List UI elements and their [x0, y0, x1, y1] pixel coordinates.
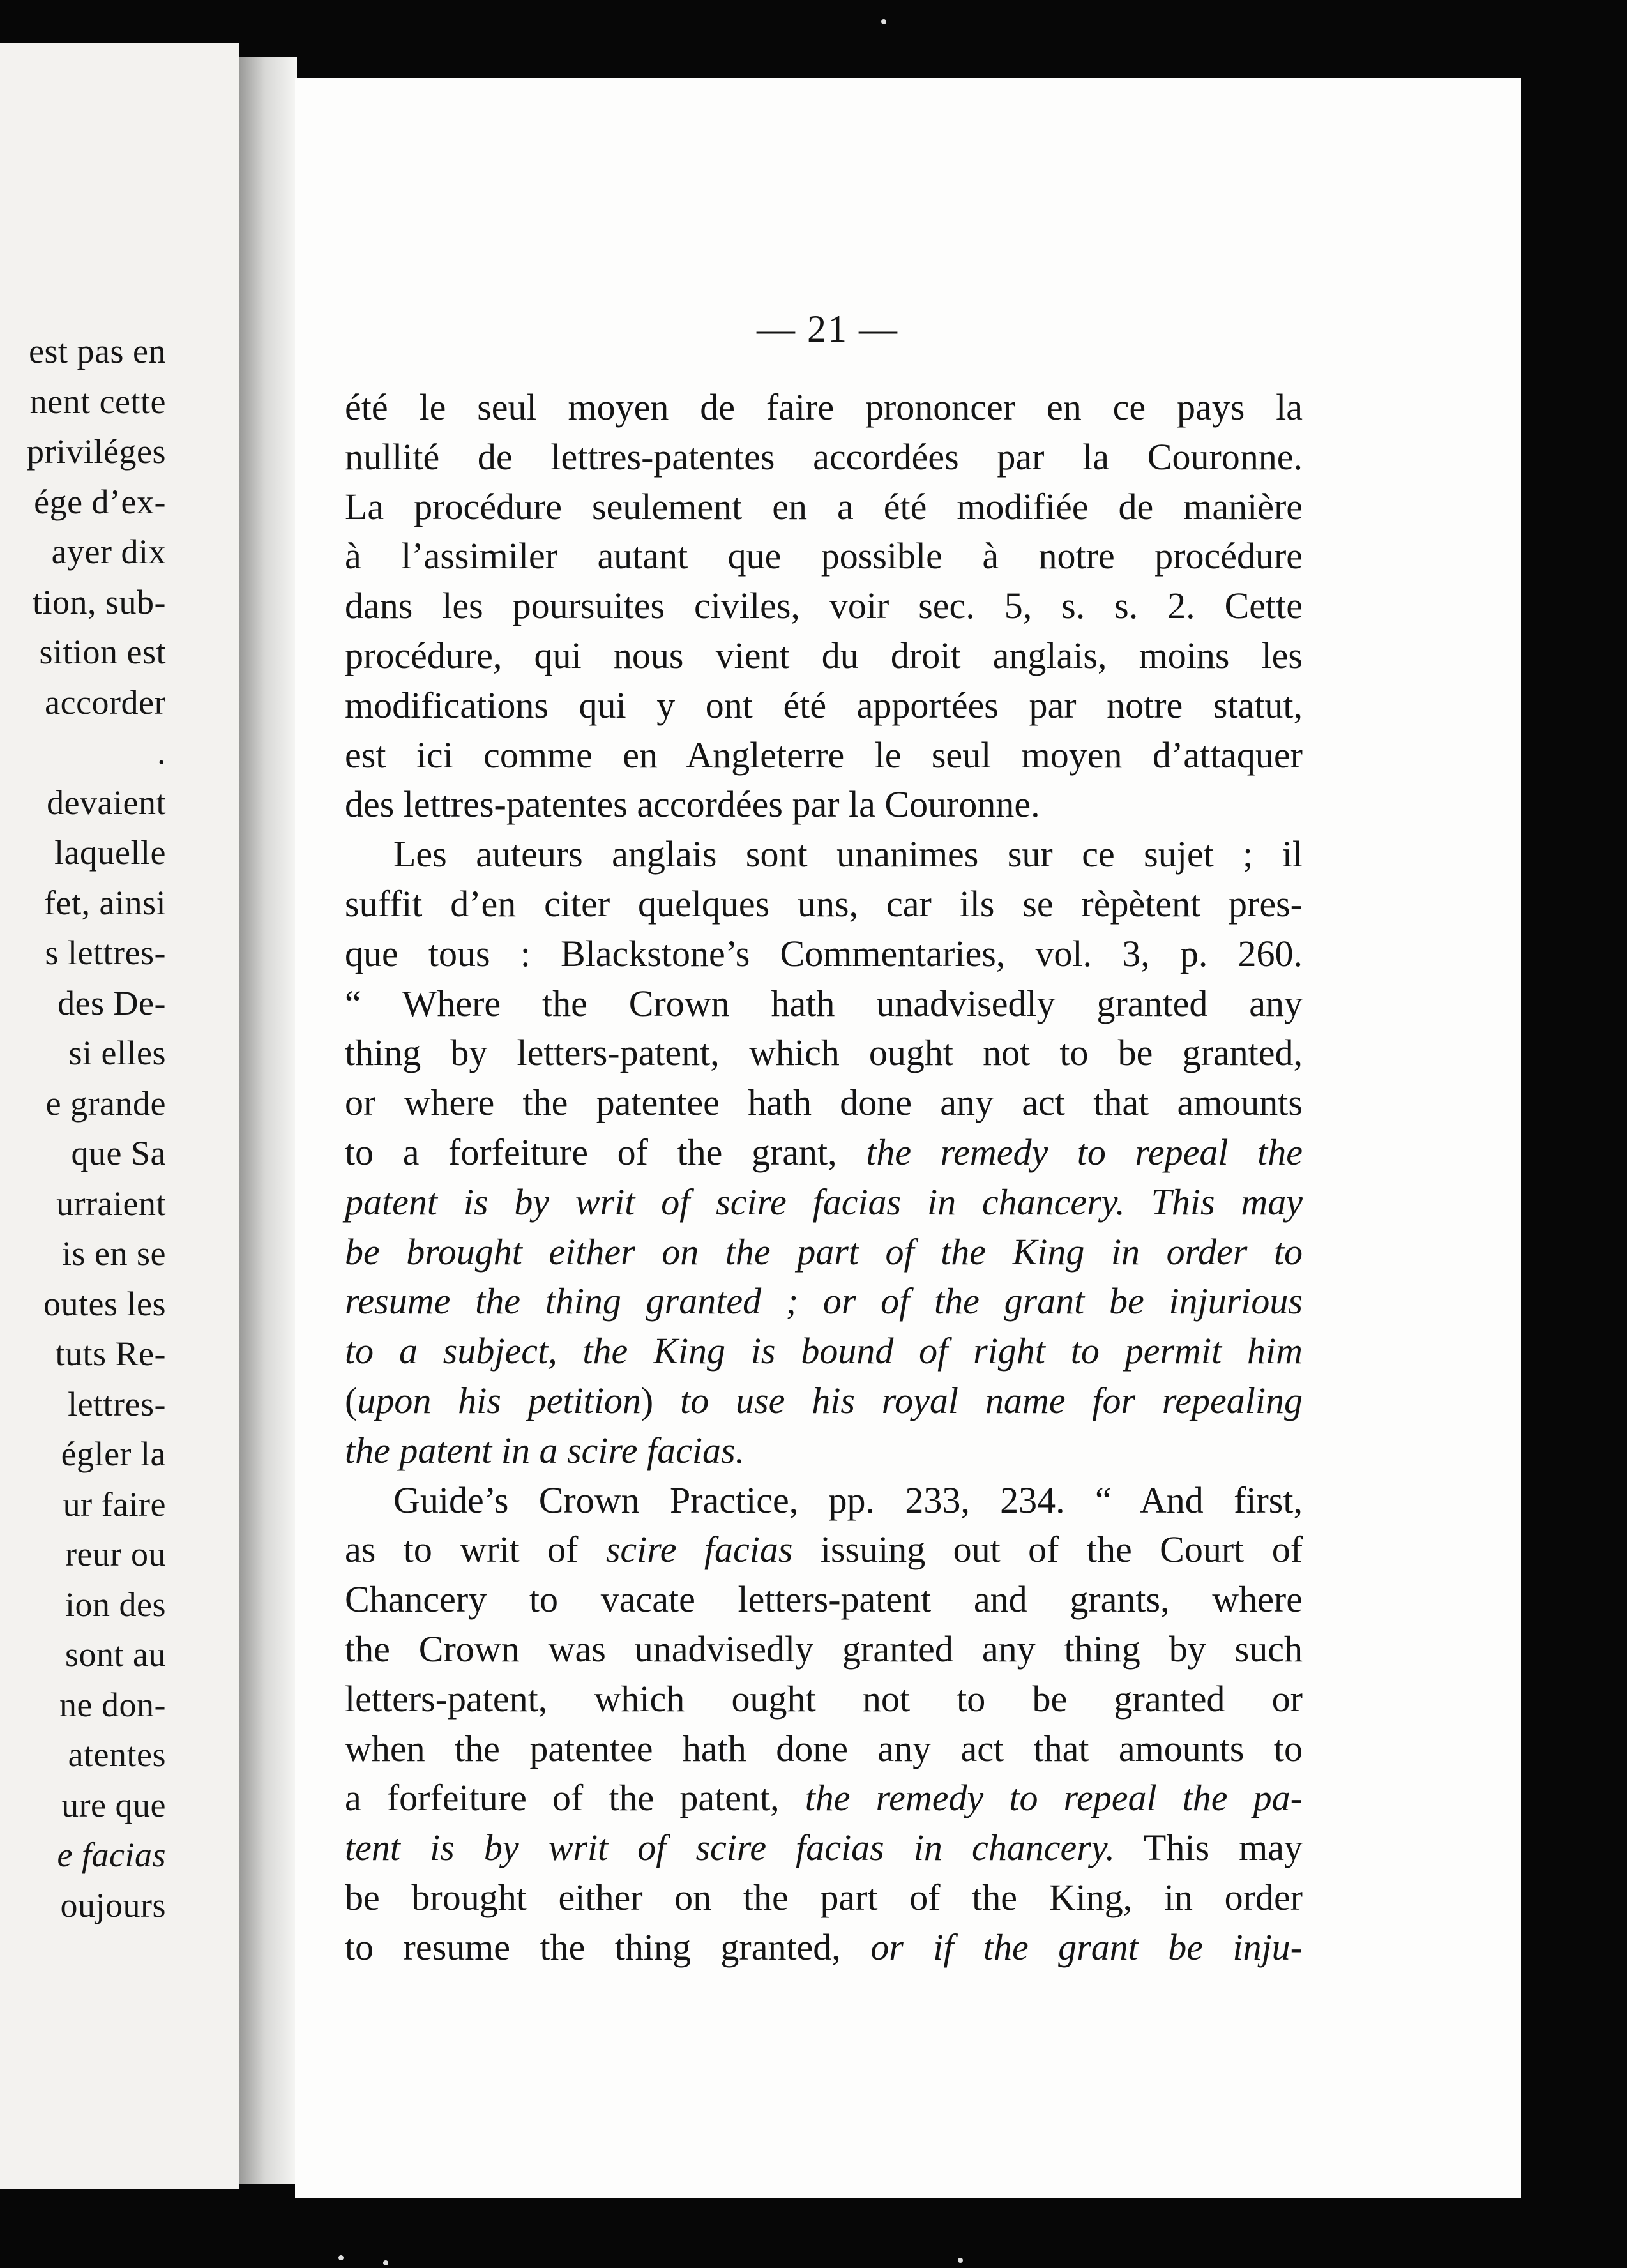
text-span: dans les poursuites civiles, voir sec. 5, s. s. 2. Cette	[345, 585, 1303, 627]
body-line	[345, 1228, 1303, 1276]
body-line	[345, 1525, 1303, 1574]
page-number: — 21 —	[757, 308, 898, 350]
body-line	[393, 830, 1303, 879]
left-page-line: tuts Re-	[55, 1334, 166, 1373]
left-page-line: sition est	[39, 633, 166, 671]
left-page-line: urraient	[56, 1184, 166, 1223]
left-page-line: est pas en	[29, 332, 166, 370]
italic-span: be brought either on the part of the King in order to	[345, 1230, 1303, 1273]
left-page-line: .	[157, 733, 166, 771]
left-page-line: sont au	[65, 1635, 166, 1674]
body-line	[345, 1873, 1303, 1922]
text-span: Guide’s Crown Practice, pp. 233, 234. “ And first,	[393, 1479, 1303, 1521]
body-line	[345, 1426, 1303, 1475]
left-page-line: e facias	[57, 1836, 166, 1874]
body-line	[345, 1923, 1303, 1972]
left-page	[0, 43, 239, 2189]
left-page-line: nent cette	[29, 382, 166, 421]
text-span: procédure, qui nous vient du droit anglais, moins les	[345, 635, 1303, 676]
scan-dust	[881, 19, 886, 24]
text-span: to a forfeiture of the grant,	[345, 1131, 837, 1173]
text-span: Chancery to vacate letters-patent and grants, where	[345, 1578, 1303, 1621]
body-line	[345, 1377, 1303, 1425]
left-page-line: atentes	[68, 1735, 166, 1774]
text-span: est ici comme en Angleterre le seul moyen d’attaquer	[345, 734, 1303, 776]
body-line	[345, 1824, 1303, 1872]
text-span: à l’assimiler autant que possible à notre procédure	[345, 535, 1303, 577]
text-span: the Crown was unadvisedly granted any thing by such	[345, 1628, 1303, 1670]
body-line	[345, 1277, 1303, 1326]
italic-span: scire facias	[578, 1529, 793, 1571]
text-span: issuing out of the Court of	[792, 1529, 1303, 1571]
body-line	[345, 1327, 1303, 1375]
italic-span: the patent in a scire facias.	[345, 1429, 745, 1471]
left-page-line: e grande	[45, 1084, 166, 1123]
left-page-line: s lettres-	[45, 934, 166, 972]
text-span: “ Where the Crown hath unadvisedly granted any	[345, 982, 1303, 1024]
italic-span: to use his royal name for repealing	[653, 1380, 1303, 1421]
scan-dust	[338, 2255, 344, 2260]
body-line	[345, 383, 1303, 432]
scan-dust	[383, 2260, 388, 2265]
text-span: be brought either on the part of the King, in order	[345, 1877, 1303, 1918]
left-page-line: égler la	[61, 1435, 166, 1473]
text-span: when the patentee hath done any act that amounts to	[345, 1727, 1303, 1769]
body-line	[345, 582, 1303, 630]
left-page-line: is en se	[62, 1234, 166, 1273]
left-page-line: ayer dix	[51, 533, 166, 571]
body-line	[345, 930, 1303, 978]
text-span: La procédure seulement en a été modifiée de manière	[345, 485, 1303, 527]
body-line	[345, 1178, 1303, 1227]
italic-span: the remedy to repeal the	[836, 1131, 1303, 1173]
left-page-line: que Sa	[71, 1134, 166, 1172]
left-page-line: ure que	[61, 1785, 166, 1824]
body-line	[393, 1476, 1303, 1525]
text-span: or where the patentee hath done any act that amounts	[345, 1082, 1303, 1124]
italic-span: patent is by writ of scire facias in chancery. This may	[345, 1181, 1303, 1223]
body-line	[345, 631, 1303, 680]
body-line	[345, 1128, 1303, 1177]
italic-span: the remedy to repeal the pa-	[779, 1777, 1303, 1819]
page-gutter	[239, 57, 297, 2184]
italic-span: to a subject, the King is bound of right to permit him	[345, 1330, 1303, 1372]
text-span: Les auteurs anglais sont unanimes sur ce sujet ; il	[393, 833, 1303, 875]
left-page-line: des De-	[57, 983, 166, 1022]
italic-span: tent is by writ of scire facias in chancery.	[345, 1827, 1115, 1869]
body-line	[345, 1078, 1303, 1127]
left-page-line: devaient	[47, 783, 166, 822]
text-span: thing by letters-patent, which ought not to be granted,	[345, 1032, 1303, 1074]
text-span: )	[640, 1380, 654, 1421]
left-page-line: oujours	[60, 1886, 166, 1924]
left-page-line: lettres-	[68, 1384, 166, 1423]
body-line	[345, 433, 1303, 481]
body-line	[345, 1575, 1303, 1624]
left-page-line: laquelle	[54, 833, 166, 872]
left-page-line: si elles	[68, 1034, 166, 1072]
italic-span: resume the thing granted ; or of the grant be injurious	[345, 1280, 1303, 1322]
body-line	[345, 880, 1303, 928]
body-line	[345, 483, 1303, 531]
left-page-line: fet, ainsi	[44, 883, 166, 922]
body-line	[345, 1029, 1303, 1077]
left-page-line: ur faire	[63, 1485, 166, 1523]
text-span: été le seul moyen de faire prononcer en ce pays la	[345, 386, 1303, 428]
body-line	[345, 780, 1303, 829]
left-page-line: tion, sub-	[32, 582, 166, 621]
left-page-line: ége d’ex-	[34, 482, 166, 521]
text-span: modifications qui y ont été apportées par notre statut,	[345, 684, 1303, 726]
body-line	[345, 1774, 1303, 1822]
scan-dust	[958, 2258, 963, 2263]
text-span: que tous : Blackstone’s Commentaries, vol. 3, p. 260.	[345, 932, 1303, 974]
text-span: a forfeiture of the patent,	[345, 1777, 780, 1819]
body-line	[345, 731, 1303, 780]
text-span: des lettres-patentes accordées par la Couronne.	[345, 783, 1040, 826]
text-span: to resume the thing granted,	[345, 1926, 841, 1968]
italic-span: or if the grant be inju-	[840, 1926, 1303, 1968]
text-span: letters-patent, which ought not to be granted or	[345, 1677, 1303, 1720]
body-line	[345, 1675, 1303, 1723]
left-page-line: ion des	[65, 1585, 166, 1624]
left-page-line: outes les	[43, 1284, 166, 1323]
body-line	[345, 681, 1303, 730]
text-span: suffit d’en citer quelques uns, car ils se rèpètent pres-	[345, 883, 1303, 925]
text-span: This may	[1114, 1827, 1303, 1869]
text-span: as to writ of	[345, 1529, 579, 1571]
left-page-line: accorder	[45, 683, 166, 722]
left-page-line: ne don-	[59, 1685, 166, 1724]
body-line	[345, 1625, 1303, 1674]
text-span: (	[345, 1380, 358, 1421]
left-page-line: reur ou	[65, 1535, 166, 1573]
text-span: nullité de lettres-patentes accordées par la Couronne.	[345, 435, 1303, 478]
body-line	[345, 532, 1303, 580]
italic-span: upon his petition	[357, 1380, 641, 1421]
left-page-line: priviléges	[27, 432, 166, 471]
body-line	[345, 979, 1303, 1028]
body-line	[345, 1725, 1303, 1773]
